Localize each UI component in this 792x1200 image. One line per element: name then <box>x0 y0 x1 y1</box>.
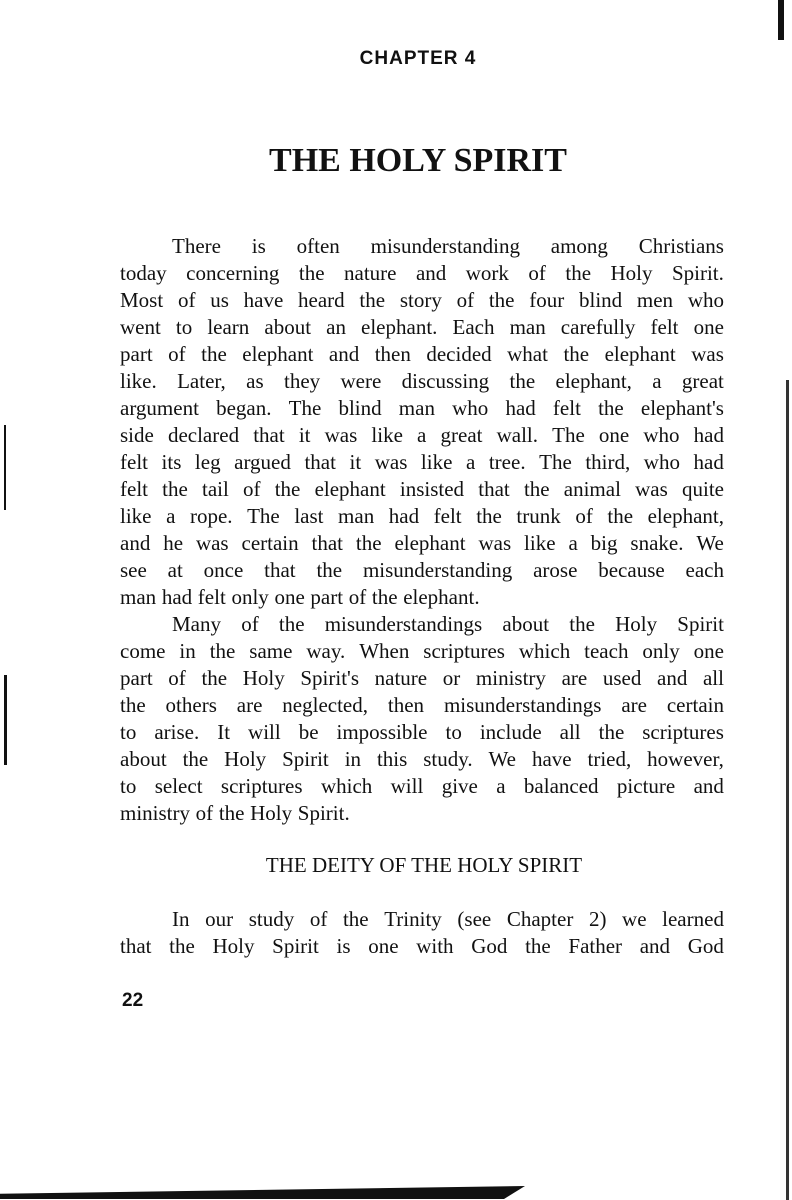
scan-edge-bottom <box>0 1186 525 1199</box>
text-line: There is often misunderstanding among Christians <box>172 234 724 258</box>
page-title: THE HOLY SPIRIT <box>269 142 567 179</box>
text-line: part of the elephant and then decided what the elephant was <box>120 342 724 366</box>
text-line: come in the same way. When scriptures which teach only one <box>120 639 724 663</box>
text-line: today concerning the nature and work of the Holy Spirit. <box>120 261 724 285</box>
text-line: the others are neglected, then misunderstandings are certain <box>120 693 724 717</box>
text-line: part of the Holy Spirit's nature or ministry are used and all <box>120 666 724 690</box>
paragraph-1 <box>120 233 724 611</box>
scan-edge-left-1 <box>4 425 6 510</box>
scan-edge-top-right <box>778 0 784 40</box>
text-line: Most of us have heard the story of the four blind men who <box>120 288 724 312</box>
text-line: ministry of the Holy Spirit. <box>120 801 350 825</box>
chapter-label: CHAPTER 4 <box>359 48 477 69</box>
page-number: 22 <box>122 990 144 1011</box>
text-line: like. Later, as they were discussing the elephant, a great <box>120 369 724 393</box>
text-line: Many of the misunderstandings about the Holy Spirit <box>172 612 724 636</box>
text-line: like a rope. The last man had felt the trunk of the elephant, <box>120 504 724 528</box>
text-line: side declared that it was like a great wall. The one who had <box>120 423 724 447</box>
text-line: went to learn about an elephant. Each man carefully felt one <box>120 315 724 339</box>
text-line: In our study of the Trinity (see Chapter 2) we learned <box>172 907 724 931</box>
text-line: to arise. It will be impossible to include all the scriptures <box>120 720 724 744</box>
paragraph-3 <box>120 906 724 960</box>
text-line: argument began. The blind man who had felt the elephant's <box>120 396 724 420</box>
scan-edge-left-2 <box>4 675 7 765</box>
text-line: see at once that the misunderstanding arose because each <box>120 558 724 582</box>
section-heading: THE DEITY OF THE HOLY SPIRIT <box>265 853 583 877</box>
text-line: to select scriptures which will give a balanced picture and <box>120 774 724 798</box>
text-line: about the Holy Spirit in this study. We have tried, however, <box>120 747 724 771</box>
text-line: felt its leg argued that it was like a tree. The third, who had <box>120 450 724 474</box>
text-line: that the Holy Spirit is one with God the Father and God <box>120 934 724 958</box>
text-line: and he was certain that the elephant was like a big snake. We <box>120 531 724 555</box>
scan-edge-right <box>786 380 789 1200</box>
text-line: felt the tail of the elephant insisted that the animal was quite <box>120 477 724 501</box>
text-line: man had felt only one part of the elephant. <box>120 585 480 609</box>
paragraph-2 <box>120 611 724 827</box>
